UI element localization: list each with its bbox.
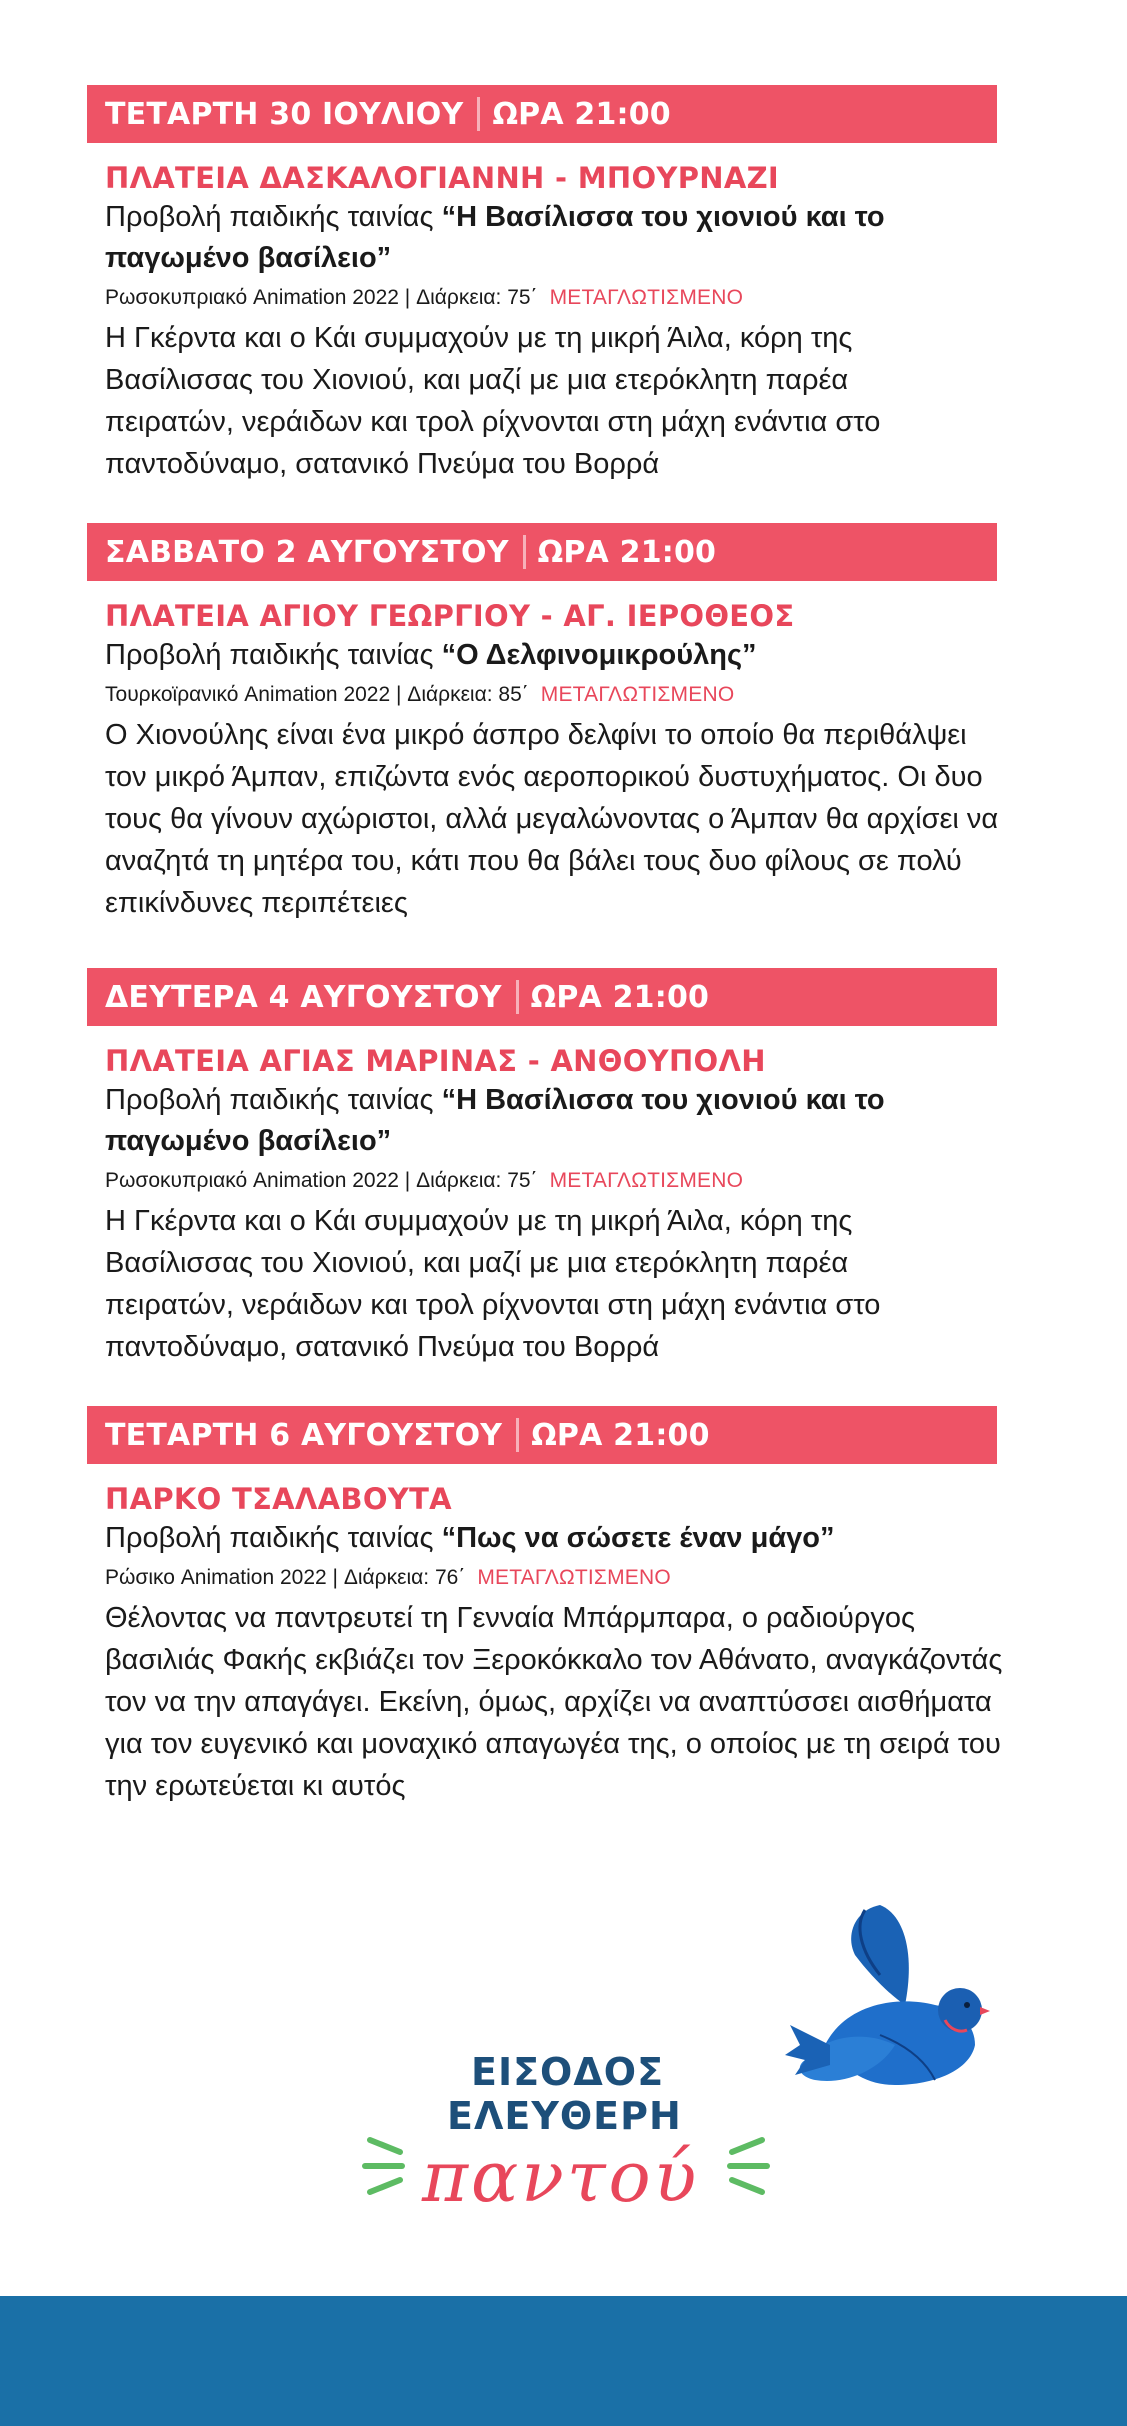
- events-list: [87, 85, 1003, 1845]
- subtitle-badge: ΜΕΤΑΓΛΩΤΙΣΜΕΝΟ: [477, 1566, 671, 1589]
- event-item: [87, 523, 997, 924]
- event-description: Η Γκέρντα και ο Κάι συμμαχούν με τη μικρή Άιλα, κόρη της Βασίλισσας του Χιονιού, και μαζί με μια ετερόκλητη παρέα πειρατών, νεράιδων και τρολ ρίχνονται στη μάχη ενάντια στο παντοδύναμο, σατανικό Πνεύμα του Βορρά: [105, 322, 881, 480]
- film-title: “Πως να σώσετε έναν μάγο”: [441, 1522, 835, 1554]
- divider: [523, 535, 526, 569]
- event-description: Θέλοντας να παντρευτεί τη Γενναία Μπάρμπαρα, ο ραδιούργος βασιλιάς Φακής εκβιάζει τον Ξεροκόκκαλο τον Αθάνατο, αναγκάζοντάς τον να την απαγάγει. Εκείνη, όμως, αρχίζει να αναπτύσσει αισθήματα για τον ευγενικό και μοναχικό απαγωγέα της, ο οποίος με τη σειρά του την ερωτεύεται κι αυτός: [105, 1602, 1003, 1802]
- event-date: ΤΕΤΑΡΤΗ 30 ΙΟΥΛΙΟΥ: [105, 96, 464, 132]
- event-date-band: [87, 523, 997, 581]
- event-item: [87, 1406, 1003, 1807]
- event-meta: [105, 1162, 987, 1200]
- event-film: [105, 1080, 905, 1162]
- event-time: ΩΡΑ 21:00: [537, 534, 717, 570]
- event-date-band: [87, 968, 997, 1026]
- film-meta: Ρώσικο Animation 2022 | Διάρκεια: 76΄: [105, 1566, 466, 1589]
- film-meta: Ρωσοκυπριακό Animation 2022 | Διάρκεια: 75΄: [105, 1169, 538, 1192]
- event-time: ΩΡΑ 21:00: [530, 979, 710, 1015]
- event-date-band: [87, 1406, 997, 1464]
- subtitle-badge: ΜΕΤΑΓΛΩΤΙΣΜΕΝΟ: [540, 683, 735, 706]
- film-meta: Τουρκοϊρανικό Animation 2022 | Διάρκεια: 85΄: [105, 683, 529, 706]
- event-meta: [105, 1559, 987, 1597]
- event-venue: ΠΛΑΤΕΙΑ ΑΓΙΟΥ ΓΕΩΡΓΙΟΥ - ΑΓ. ΙΕΡΟΘΕΟΣ: [105, 599, 795, 633]
- event-item: [87, 85, 997, 485]
- free-entry-line3: παντού: [422, 2136, 700, 2218]
- event-meta: [105, 676, 987, 714]
- film-title: “Ο Δελφινομικρούλης”: [441, 639, 757, 671]
- sparkle-lines-icon: [712, 2130, 772, 2200]
- event-time: ΩΡΑ 21:00: [531, 1417, 710, 1453]
- sparkle-lines-icon: [360, 2130, 420, 2200]
- event-film: [105, 635, 987, 676]
- event-venue: ΠΑΡΚΟ ΤΣΑΛΑΒΟΥΤΑ: [105, 1482, 452, 1516]
- event-item: [87, 968, 997, 1368]
- film-title: “Η Βασίλισσα του χιονιού και το παγωμένο βασίλειο”: [105, 201, 885, 274]
- event-meta: [105, 279, 987, 317]
- divider: [516, 980, 519, 1014]
- event-film: [105, 1518, 987, 1559]
- free-entry-line1: ΕΙΣΟΔΟΣ: [471, 2050, 665, 2094]
- film-prefix: Προβολή παιδικής ταινίας: [105, 1522, 442, 1554]
- film-meta: Ρωσοκυπριακό Animation 2022 | Διάρκεια: 75΄: [105, 286, 538, 309]
- event-date: ΣΑΒΒΑΤΟ 2 ΑΥΓΟΥΣΤΟΥ: [105, 534, 509, 570]
- bottom-bar: [0, 2296, 1127, 2426]
- event-date-band: [87, 85, 997, 143]
- subtitle-badge: ΜΕΤΑΓΛΩΤΙΣΜΕΝΟ: [549, 286, 744, 309]
- event-date: ΤΕΤΑΡΤΗ 6 ΑΥΓΟΥΣΤΟΥ: [105, 1417, 503, 1453]
- film-prefix: Προβολή παιδικής ταινίας: [105, 639, 442, 671]
- event-venue: ΠΛΑΤΕΙΑ ΑΓΙΑΣ ΜΑΡΙΝΑΣ - ΑΝΘΟΥΠΟΛΗ: [105, 1044, 766, 1078]
- film-title: “Η Βασίλισσα του χιονιού και το παγωμένο βασίλειο”: [105, 1084, 885, 1157]
- free-entry-line2: ΕΛΕΥΘΕΡΗ: [447, 2094, 682, 2138]
- event-time: ΩΡΑ 21:00: [492, 96, 671, 132]
- event-date: ΔΕΥΤΕΡΑ 4 ΑΥΓΟΥΣΤΟΥ: [105, 979, 502, 1015]
- divider: [477, 97, 480, 131]
- event-description: Ο Χιονούλης είναι ένα μικρό άσπρο δελφίνι το οποίο θα περιθάλψει τον μικρό Άμπαν, επιζώντα ενός αεροπορικού δυστυχήματος. Οι δυο τους θα γίνουν αχώριστοι, αλλά μεγαλώνοντας ο Άμπαν θα αρχίσει να αναζητά τη μητέρα του, κάτι που θα βάλει τους δυο φίλους σε πολύ επικίνδυνες περιπέτειες: [105, 719, 999, 919]
- film-prefix: Προβολή παιδικής ταινίας: [105, 201, 442, 233]
- event-description: Η Γκέρντα και ο Κάι συμμαχούν με τη μικρή Άιλα, κόρη της Βασίλισσας του Χιονιού, και μαζί με μια ετερόκλητη παρέα πειρατών, νεράιδων και τρολ ρίχνονται στη μάχη ενάντια στο παντοδύναμο, σατανικό Πνεύμα του Βορρά: [105, 1205, 881, 1363]
- film-prefix: Προβολή παιδικής ταινίας: [105, 1084, 442, 1116]
- divider: [516, 1418, 519, 1452]
- event-venue: ΠΛΑΤΕΙΑ ΔΑΣΚΑΛΟΓΙΑΝΝΗ - ΜΠΟΥΡΝΑΖΙ: [105, 161, 780, 195]
- subtitle-badge: ΜΕΤΑΓΛΩΤΙΣΜΕΝΟ: [549, 1169, 744, 1192]
- event-film: [105, 197, 905, 279]
